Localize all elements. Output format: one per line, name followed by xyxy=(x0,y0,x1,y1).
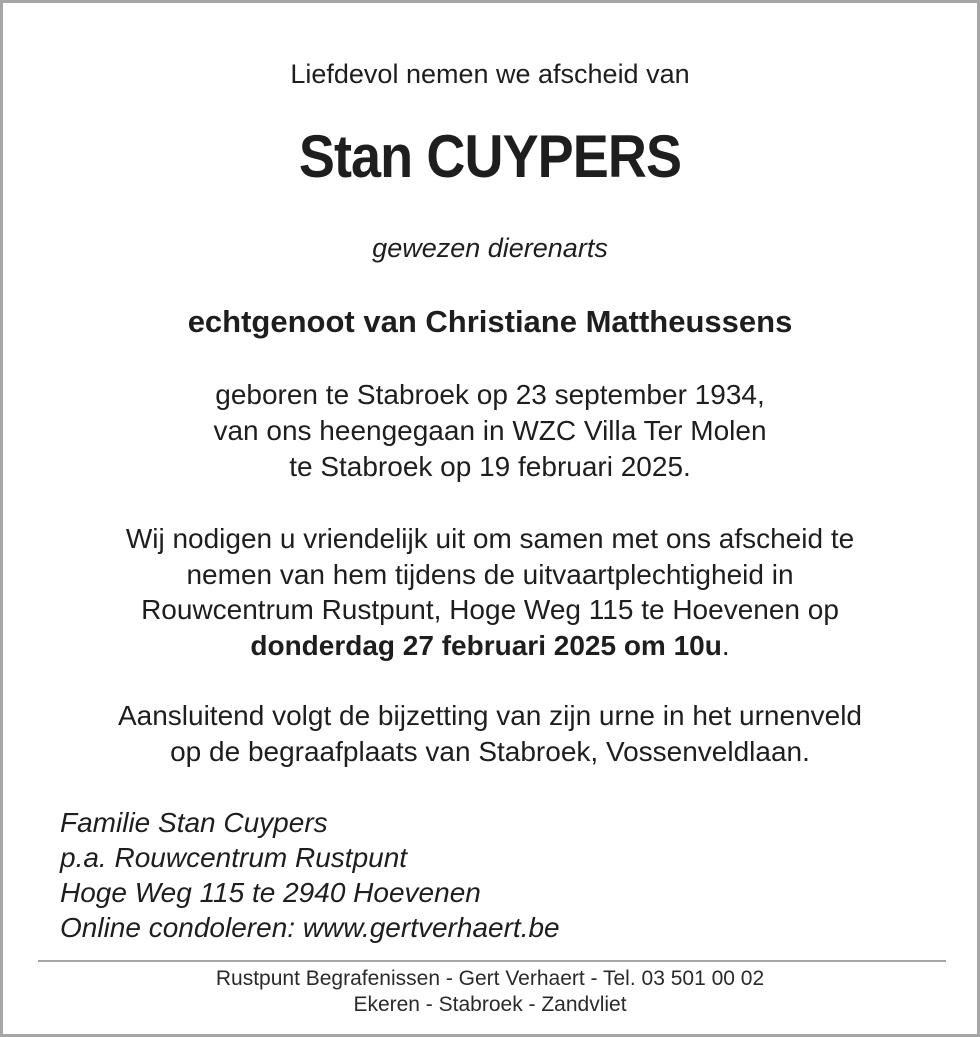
profession-text: gewezen dierenarts xyxy=(372,233,608,263)
birth-death-details xyxy=(3,377,977,485)
funeral-home-locations: Ekeren - Stabroek - Zandvliet xyxy=(353,993,627,1016)
death-place-line: te Stabroek op 19 februari 2025. xyxy=(289,451,691,482)
ceremony-date: donderdag 27 februari 2025 om 10u xyxy=(250,629,722,661)
birth-line: geboren te Stabroek op 23 september 1934, xyxy=(215,379,765,410)
funeral-home-footer xyxy=(3,966,977,1018)
online-condolence-link[interactable]: Online condoleren: www.gertverhaert.be xyxy=(60,912,560,943)
ceremony-date-line xyxy=(3,628,977,664)
spouse-text: echtgenoot van Christiane Mattheussens xyxy=(187,304,793,339)
deceased-name: Stan CUYPERS xyxy=(298,123,682,190)
invitation-paragraph xyxy=(3,521,977,663)
family-care-of: p.a. Rouwcentrum Rustpunt xyxy=(60,842,408,873)
death-line: van ons heengegaan in WZC Villa Ter Molen xyxy=(213,415,767,446)
family-contact-block xyxy=(60,805,560,945)
invite-line: nemen van hem tijdens de uitvaartplechtigheid in xyxy=(186,558,794,590)
intro-text: Liefdevol nemen we afscheid van xyxy=(290,59,690,89)
burial-line: Aansluitend volgt de bijzetting van zijn urne in het urnenveld xyxy=(117,700,863,731)
family-name: Familie Stan Cuypers xyxy=(60,807,328,838)
invite-line: Rouwcentrum Rustpunt, Hoge Weg 115 te Hoevenen op xyxy=(141,594,839,625)
footer-divider xyxy=(38,960,946,962)
family-address: Hoge Weg 115 te 2940 Hoevenen xyxy=(60,877,481,908)
ceremony-date-period: . xyxy=(721,629,730,661)
funeral-home-contact: Rustpunt Begrafenissen - Gert Verhaert - Tel. 03 501 00 02 xyxy=(215,967,765,990)
burial-line: op de begraafplaats van Stabroek, Vossenveldlaan. xyxy=(170,735,810,767)
burial-paragraph xyxy=(3,698,977,769)
invite-line: Wij nodigen u vriendelijk uit om samen met ons afscheid te xyxy=(125,523,855,554)
